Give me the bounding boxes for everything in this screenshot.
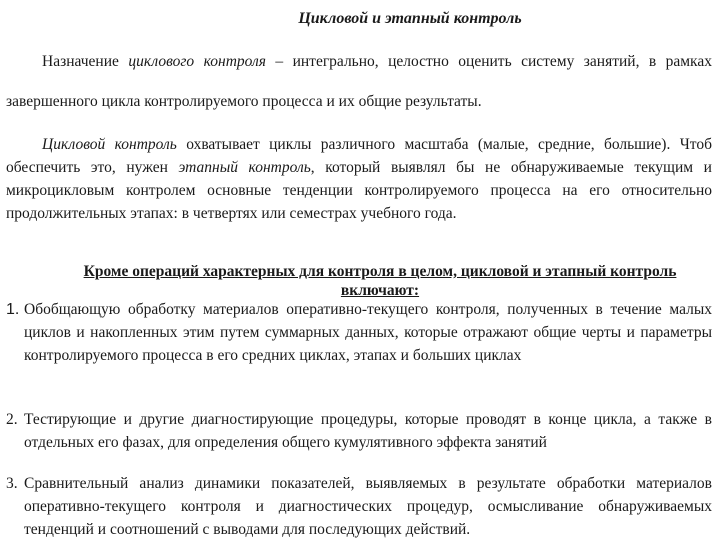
paragraph-purpose — [6, 42, 712, 122]
paragraph-cyclic-part2: , который выявлял бы не обнаруживаемые текущим и микроцикловым контролем основные тенденции контролируемого процесса на его относительно продолжительных этапах: в четвертях или семестрах учебного года. — [6, 159, 712, 222]
term-cyclic-control: циклового контроля — [128, 53, 266, 70]
list-item-text: Тестирующие и другие диагностирующие процедуры, которые проводят в конце цикла, а также в отдельных его фазах, для определения общего кумулятивного эффекта занятий — [24, 411, 712, 451]
list-item-text: Сравнительный анализ динамики показателей, выявляемых в результате обработки материалов оперативно-текущего контроля и диагностических процедур, осмысливание обнаруживаемых тенденций и соотношений с выводами для последующих действий. — [24, 475, 712, 538]
list-item-number: 1. — [6, 301, 20, 318]
term-stage-control: этапный контроль — [178, 159, 311, 176]
list-item — [6, 298, 712, 367]
list-item-number: 2. — [6, 411, 18, 428]
list-item — [6, 408, 712, 454]
section-heading: Кроме операций характерных для контроля в целом, цикловой и этапный контроль включают: — [83, 263, 677, 299]
list-item-number: 3. — [6, 475, 18, 492]
paragraph-purpose-pre: Назначение — [42, 53, 129, 70]
list-item-text: Обобщающую обработку материалов оперативно-текущего контроля, полученных в течение малых циклов и накопленных этим путем суммарных данных, которые отражают общие черты и параметры контролируемого процесса в его средних циклах, этапах и больших циклах — [24, 301, 712, 364]
paragraph-purpose-post: – интегрально, целостно оценить систему занятий, в рамках завершенного цикла контролируемого процесса и их общие результаты. — [6, 53, 712, 110]
paragraph-cyclic-part1: охватывает циклы различного масштаба (малые, средние, большие). Чтоб обеспечить это, нужен — [6, 136, 712, 176]
page-title: Цикловой и этапный контроль — [298, 10, 522, 27]
paragraph-cyclic-control — [6, 133, 712, 225]
term-cyclic-control-2: Цикловой контроль — [42, 136, 177, 153]
list-item — [6, 472, 712, 541]
